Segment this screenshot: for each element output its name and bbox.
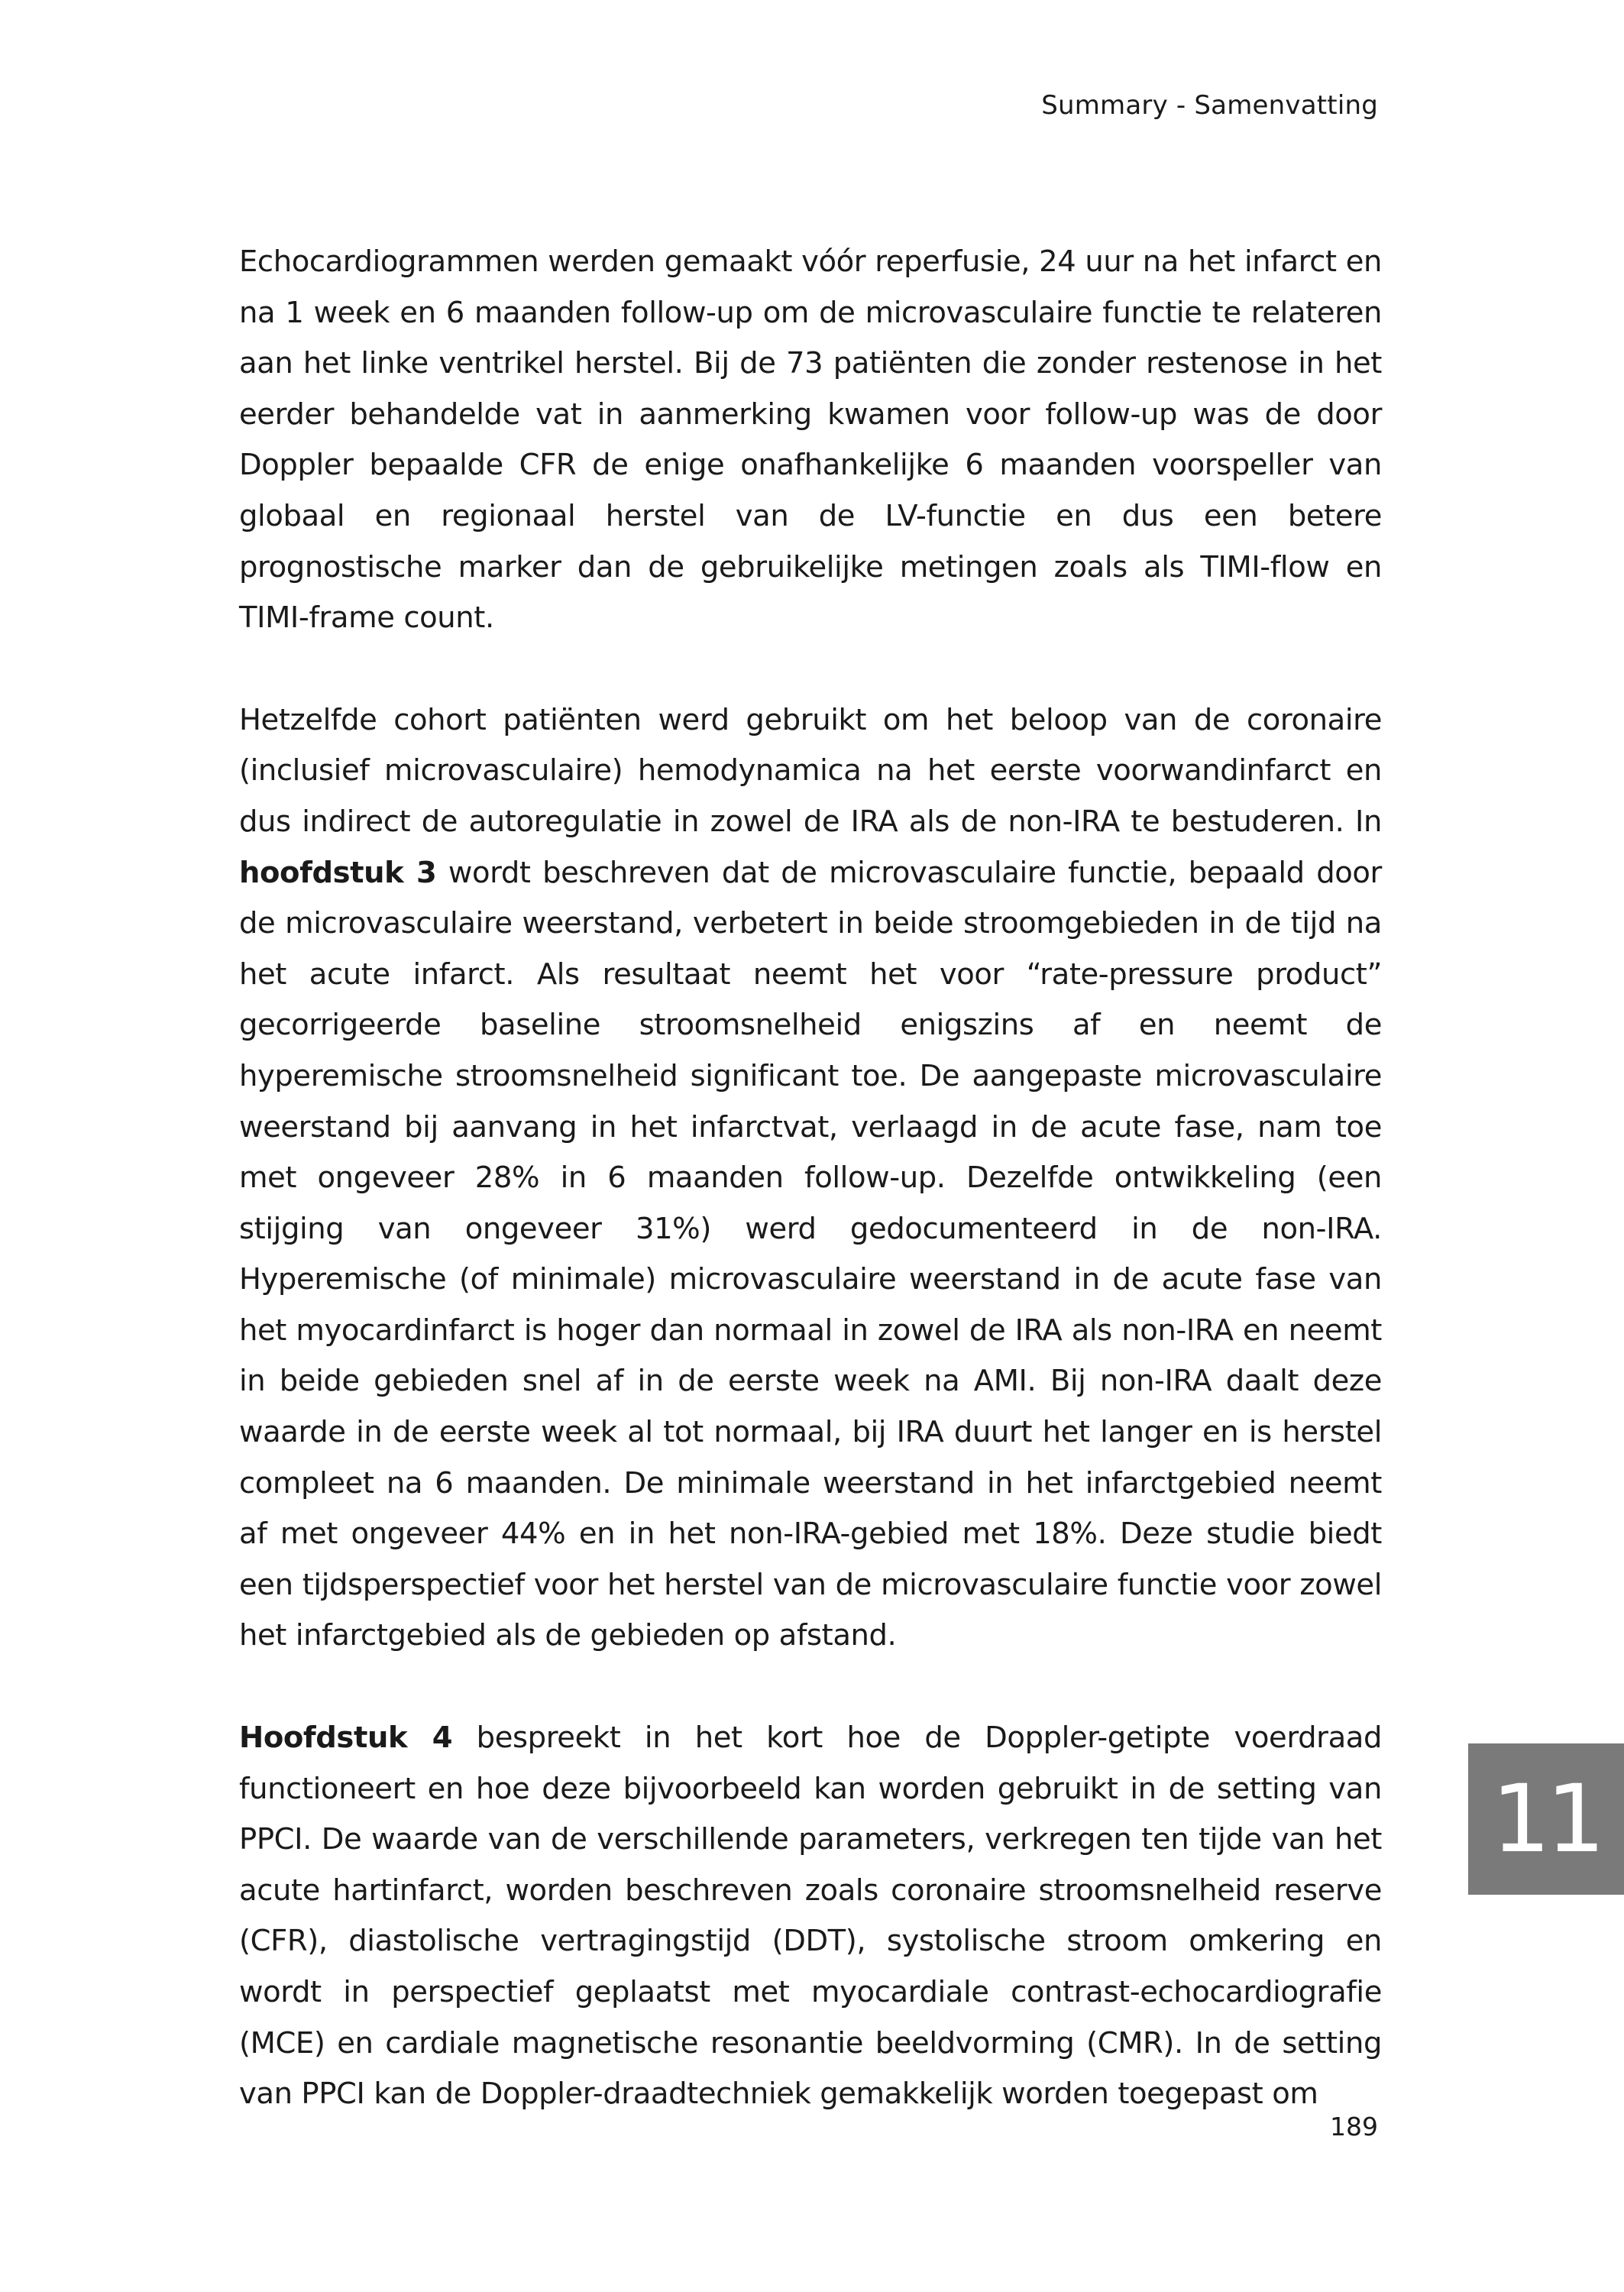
body-text	[239, 237, 1382, 2171]
page-number: 189	[1330, 2112, 1378, 2141]
paragraph-hemodynamics	[239, 695, 1382, 1662]
running-header: Summary - Samenvatting	[1041, 90, 1378, 121]
paragraph-doppler-wire	[239, 1713, 1382, 2120]
paragraph-text-rest: wordt beschreven dat de microvasculaire functie, bepaald door de microvasculaire weerstand, verbetert in beide stroomgebieden in de tijd na het acute infarct. Als resultaat neemt het voor “rate-pressure product” gecorrigeerde baseline stroomsnelheid enigszins af en neemt de hyperemische stroomsnelheid significant toe. De aangepaste microvasculaire weerstand bij aanvang in het infarctvat, verlaagd in de acute fase, nam toe met ongeveer 28% in 6 maanden follow-up. Dezelfde ontwikkeling (een stijging van ongeveer 31%) werd gedocumenteerd in de non-IRA. Hyperemische (of minimale) microvasculaire weerstand in de acute fase van het myocardinfarct is hoger dan normaal in zowel de IRA als non-IRA en neemt in beide gebieden snel af in de eerste week na AMI. Bij non-IRA daalt deze waarde in de eerste week al tot normaal, bij IRA duurt het langer en is herstel compleet na 6 maanden. De minimale weerstand in het infarctgebied neemt af met ongeveer 44% en in het non-IRA-gebied met 18%. Deze studie biedt een tijdsperspectief voor het herstel van de microvasculaire functie voor zowel het infarctgebied als de gebieden op afstand.	[239, 855, 1382, 1653]
chapter-thumb-tab: 11	[1468, 1743, 1624, 1895]
paragraph-text-intro: Hetzelfde cohort patiënten werd gebruikt om het beloop van de coronaire (inclusief microvasculaire) hemodynamica na het eerste voorwandinfarct en dus indirect de autoregulatie in zowel de IRA als de non-IRA te bestuderen. In	[239, 702, 1382, 839]
chapter-reference-bold: hoofdstuk 3	[239, 855, 437, 890]
paragraph-echocardiography	[239, 237, 1382, 644]
chapter-reference-bold: Hoofdstuk 4	[239, 1721, 453, 1756]
paragraph-text: Echocardiogrammen werden gemaakt vóór reperfusie, 24 uur na het infarct en na 1 week en 6 maanden follow-up om de microvasculaire functie te relateren aan het linke ventrikel herstel. Bij de 73 patiënten die zonder restenose in het eerder behandelde vat in aanmerking kwamen voor follow-up was de door Doppler bepaalde CFR de enige onafhankelijke 6 maanden voorspeller van globaal en regionaal herstel van de LV-functie en dus een betere prognostische marker dan de gebruikelijke metingen zoals als TIMI-flow en TIMI-frame count.	[239, 244, 1382, 636]
paragraph-text-rest: bespreekt in het kort hoe de Doppler-getipte voerdraad functioneert en hoe deze bijvoorbeeld kan worden gebruikt in de setting van PPCI. De waarde van de verschillende parameters, verkregen ten tijde van het acute hartinfarct, worden beschreven zoals coronaire stroomsnelheid reserve (CFR), diastolische vertragingstijd (DDT), systolische stroom omkering en wordt in perspectief geplaatst met myocardiale contrast-echocardiografie (MCE) en cardiale magnetische resonantie beeldvorming (CMR). In de setting van PPCI kan de Doppler-draadtechniek gemakkelijk worden toegepast om	[239, 1721, 1382, 2112]
